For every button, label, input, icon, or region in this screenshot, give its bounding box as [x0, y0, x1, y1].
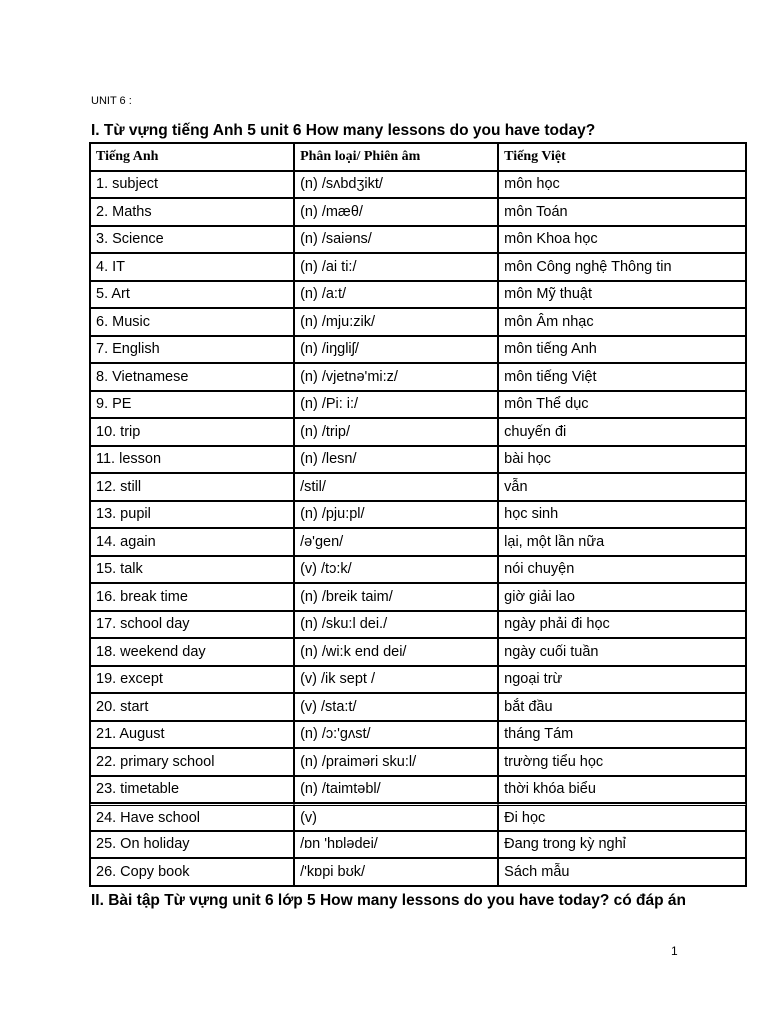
table-row [90, 748, 746, 776]
cell-english: 1. subject [90, 171, 294, 199]
table-row [90, 858, 746, 886]
table-row [90, 171, 746, 199]
cell-word-type: (n) /ɔ:'gʌst/ [294, 721, 498, 749]
cell-english: 26. Copy book [90, 858, 294, 886]
header-vietnamese: Tiếng Việt [498, 143, 746, 171]
cell-vietnamese: chuyến đi [498, 418, 746, 446]
cell-word-type: (n) /pju:pl/ [294, 501, 498, 529]
cell-english: 3. Science [90, 226, 294, 254]
table-row [90, 253, 746, 281]
cell-word-type: /ɒn 'hɒlədei/ [294, 831, 498, 859]
cell-vietnamese: ngày phải đi học [498, 611, 746, 639]
cell-word-type: (n) /breik taim/ [294, 583, 498, 611]
table-row [90, 693, 746, 721]
cell-vietnamese: môn tiếng Anh [498, 336, 746, 364]
cell-vietnamese: môn Khoa học [498, 226, 746, 254]
cell-word-type: (n) /mæθ/ [294, 198, 498, 226]
cell-vietnamese: môn học [498, 171, 746, 199]
table-row [90, 391, 746, 419]
cell-vietnamese: môn Công nghệ Thông tin [498, 253, 746, 281]
table-header-row [90, 143, 746, 171]
table-row [90, 446, 746, 474]
cell-english: 4. IT [90, 253, 294, 281]
cell-vietnamese: môn tiếng Việt [498, 363, 746, 391]
cell-english: 19. except [90, 666, 294, 694]
section-title-vocabulary: I. Từ vựng tiếng Anh 5 unit 6 How many lessons do you have today? [91, 122, 596, 139]
table-row [90, 831, 746, 859]
cell-english: 23. timetable [90, 776, 294, 804]
cell-english: 24. Have school [90, 803, 294, 831]
cell-english: 15. talk [90, 556, 294, 584]
cell-vietnamese: bắt đầu [498, 693, 746, 721]
cell-vietnamese: Đi học [498, 803, 746, 831]
cell-word-type: (v) /ik sept / [294, 666, 498, 694]
cell-vietnamese: Đang trong kỳ nghỉ [498, 831, 746, 859]
cell-english: 11. lesson [90, 446, 294, 474]
table-row [90, 721, 746, 749]
cell-english: 25. On holiday [90, 831, 294, 859]
table-row [90, 583, 746, 611]
cell-vietnamese: lại, một lần nữa [498, 528, 746, 556]
table-row [90, 556, 746, 584]
table-row [90, 308, 746, 336]
cell-word-type: (n) /vjetnə'mi:z/ [294, 363, 498, 391]
table-row [90, 803, 746, 831]
cell-word-type: (n) /lesn/ [294, 446, 498, 474]
cell-word-type: /'kɒpi bʊk/ [294, 858, 498, 886]
cell-vietnamese: ngày cuối tuần [498, 638, 746, 666]
cell-word-type: /stil/ [294, 473, 498, 501]
table-row [90, 473, 746, 501]
cell-english: 20. start [90, 693, 294, 721]
cell-word-type: (n) /mju:zik/ [294, 308, 498, 336]
cell-vietnamese: môn Âm nhạc [498, 308, 746, 336]
vocabulary-table [89, 142, 747, 887]
table-row [90, 638, 746, 666]
cell-word-type: (n) /ai ti:/ [294, 253, 498, 281]
cell-vietnamese: ngoại trừ [498, 666, 746, 694]
cell-word-type: (v) /sta:t/ [294, 693, 498, 721]
cell-english: 17. school day [90, 611, 294, 639]
page-number: 1 [671, 944, 678, 958]
header-english: Tiếng Anh [90, 143, 294, 171]
cell-word-type: (n) /wi:k end dei/ [294, 638, 498, 666]
cell-vietnamese: tháng Tám [498, 721, 746, 749]
cell-english: 8. Vietnamese [90, 363, 294, 391]
table-row [90, 363, 746, 391]
cell-english: 14. again [90, 528, 294, 556]
cell-english: 18. weekend day [90, 638, 294, 666]
unit-label: UNIT 6 : [91, 95, 132, 107]
cell-word-type: (n) /trip/ [294, 418, 498, 446]
cell-word-type: (n) /iŋgliʃ/ [294, 336, 498, 364]
cell-word-type: (v) [294, 803, 498, 831]
table-row [90, 776, 746, 804]
table-row [90, 226, 746, 254]
cell-word-type: (n) /a:t/ [294, 281, 498, 309]
cell-english: 10. trip [90, 418, 294, 446]
cell-word-type: /ə'gen/ [294, 528, 498, 556]
table-row [90, 198, 746, 226]
cell-vietnamese: giờ giải lao [498, 583, 746, 611]
cell-english: 9. PE [90, 391, 294, 419]
cell-vietnamese: Sách mẫu [498, 858, 746, 886]
table-row [90, 611, 746, 639]
cell-word-type: (n) /sʌbdʒikt/ [294, 171, 498, 199]
table-row [90, 418, 746, 446]
cell-english: 22. primary school [90, 748, 294, 776]
cell-vietnamese: môn Mỹ thuật [498, 281, 746, 309]
cell-english: 5. Art [90, 281, 294, 309]
table-row [90, 281, 746, 309]
cell-vietnamese: học sinh [498, 501, 746, 529]
cell-word-type: (n) /taimtəbl/ [294, 776, 498, 804]
cell-english: 7. English [90, 336, 294, 364]
cell-vietnamese: thời khóa biểu [498, 776, 746, 804]
header-word-type: Phân loại/ Phiên âm [294, 143, 498, 171]
table-row [90, 336, 746, 364]
cell-english: 6. Music [90, 308, 294, 336]
cell-word-type: (n) /saiəns/ [294, 226, 498, 254]
cell-english: 12. still [90, 473, 294, 501]
section-title-exercises: II. Bài tập Từ vựng unit 6 lớp 5 How many lessons do you have today? có đáp án [91, 892, 687, 909]
cell-vietnamese: môn Toán [498, 198, 746, 226]
cell-vietnamese: trường tiểu học [498, 748, 746, 776]
cell-vietnamese: môn Thể dục [498, 391, 746, 419]
table-row [90, 501, 746, 529]
cell-word-type: (v) /tɔ:k/ [294, 556, 498, 584]
table-row [90, 528, 746, 556]
cell-vietnamese: bài học [498, 446, 746, 474]
cell-word-type: (n) /Pi: i:/ [294, 391, 498, 419]
cell-english: 16. break time [90, 583, 294, 611]
cell-english: 13. pupil [90, 501, 294, 529]
cell-word-type: (n) /sku:l dei./ [294, 611, 498, 639]
cell-word-type: (n) /praiməri sku:l/ [294, 748, 498, 776]
vocabulary-table-body [90, 171, 746, 886]
table-row [90, 666, 746, 694]
cell-english: 21. August [90, 721, 294, 749]
cell-vietnamese: nói chuyện [498, 556, 746, 584]
cell-english: 2. Maths [90, 198, 294, 226]
cell-vietnamese: vẫn [498, 473, 746, 501]
